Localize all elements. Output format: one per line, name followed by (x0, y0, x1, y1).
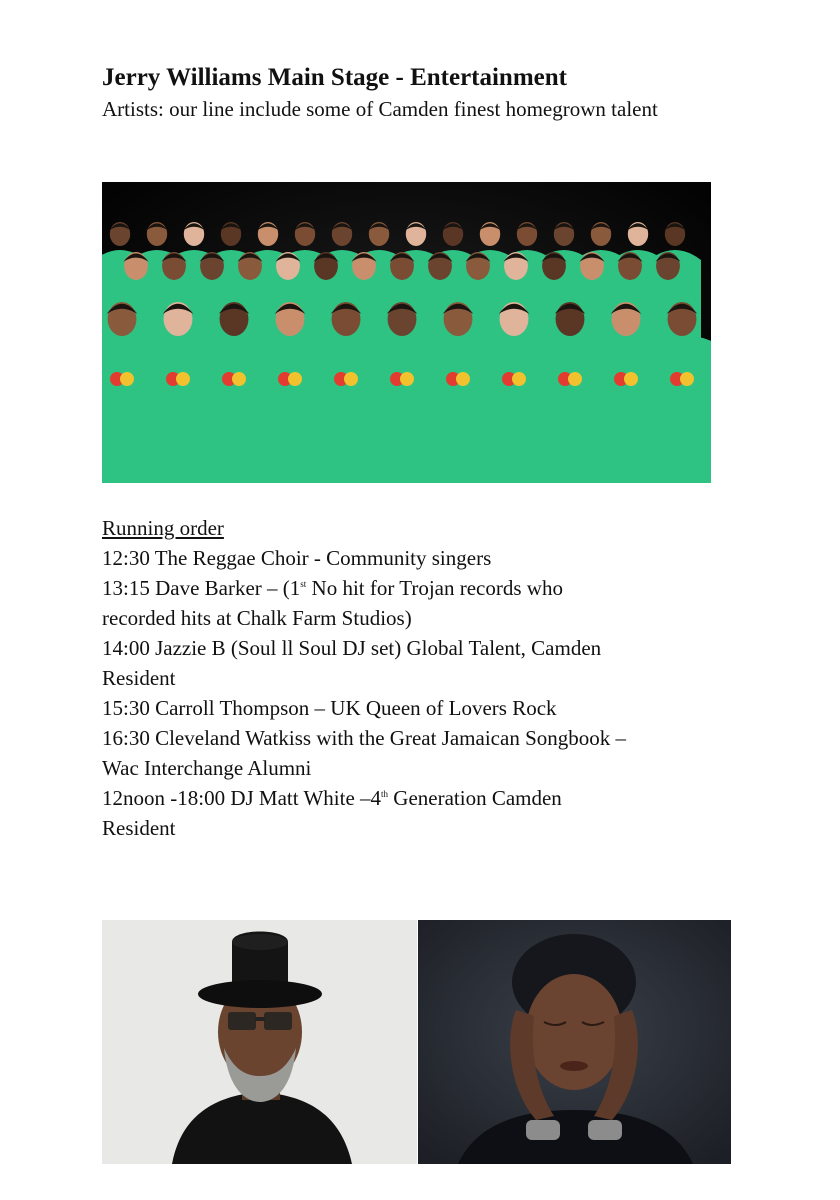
carroll-thompson-portrait (418, 920, 731, 1164)
page-title: Jerry Williams Main Stage - Entertainment (102, 64, 567, 91)
running-order-item-continued: Resident (102, 666, 176, 690)
running-order-item: 14:00 Jazzie B (Soul ll Soul DJ set) Global Talent, Camden (102, 636, 602, 660)
running-order-item-continued: Wac Interchange Alumni (102, 756, 312, 780)
running-order-item: 12:30 The Reggae Choir - Community singers (102, 546, 492, 570)
running-order-heading: Running order (102, 516, 224, 540)
page-subtitle: Artists: our line include some of Camden finest homegrown talent (102, 97, 658, 121)
choir-photo (102, 182, 711, 483)
running-order-item: 13:15 Dave Barker – (1st No hit for Trojan records who (102, 576, 563, 600)
running-order-item: 12noon -18:00 DJ Matt White –4th Generation Camden (102, 786, 562, 810)
running-order-item-continued: Resident (102, 816, 176, 840)
running-order (102, 513, 762, 843)
jazzie-b-portrait (102, 920, 417, 1164)
running-order-item-continued: recorded hits at Chalk Farm Studios) (102, 606, 412, 630)
running-order-item: 15:30 Carroll Thompson – UK Queen of Lovers Rock (102, 696, 557, 720)
running-order-item: 16:30 Cleveland Watkiss with the Great Jamaican Songbook – (102, 726, 626, 750)
